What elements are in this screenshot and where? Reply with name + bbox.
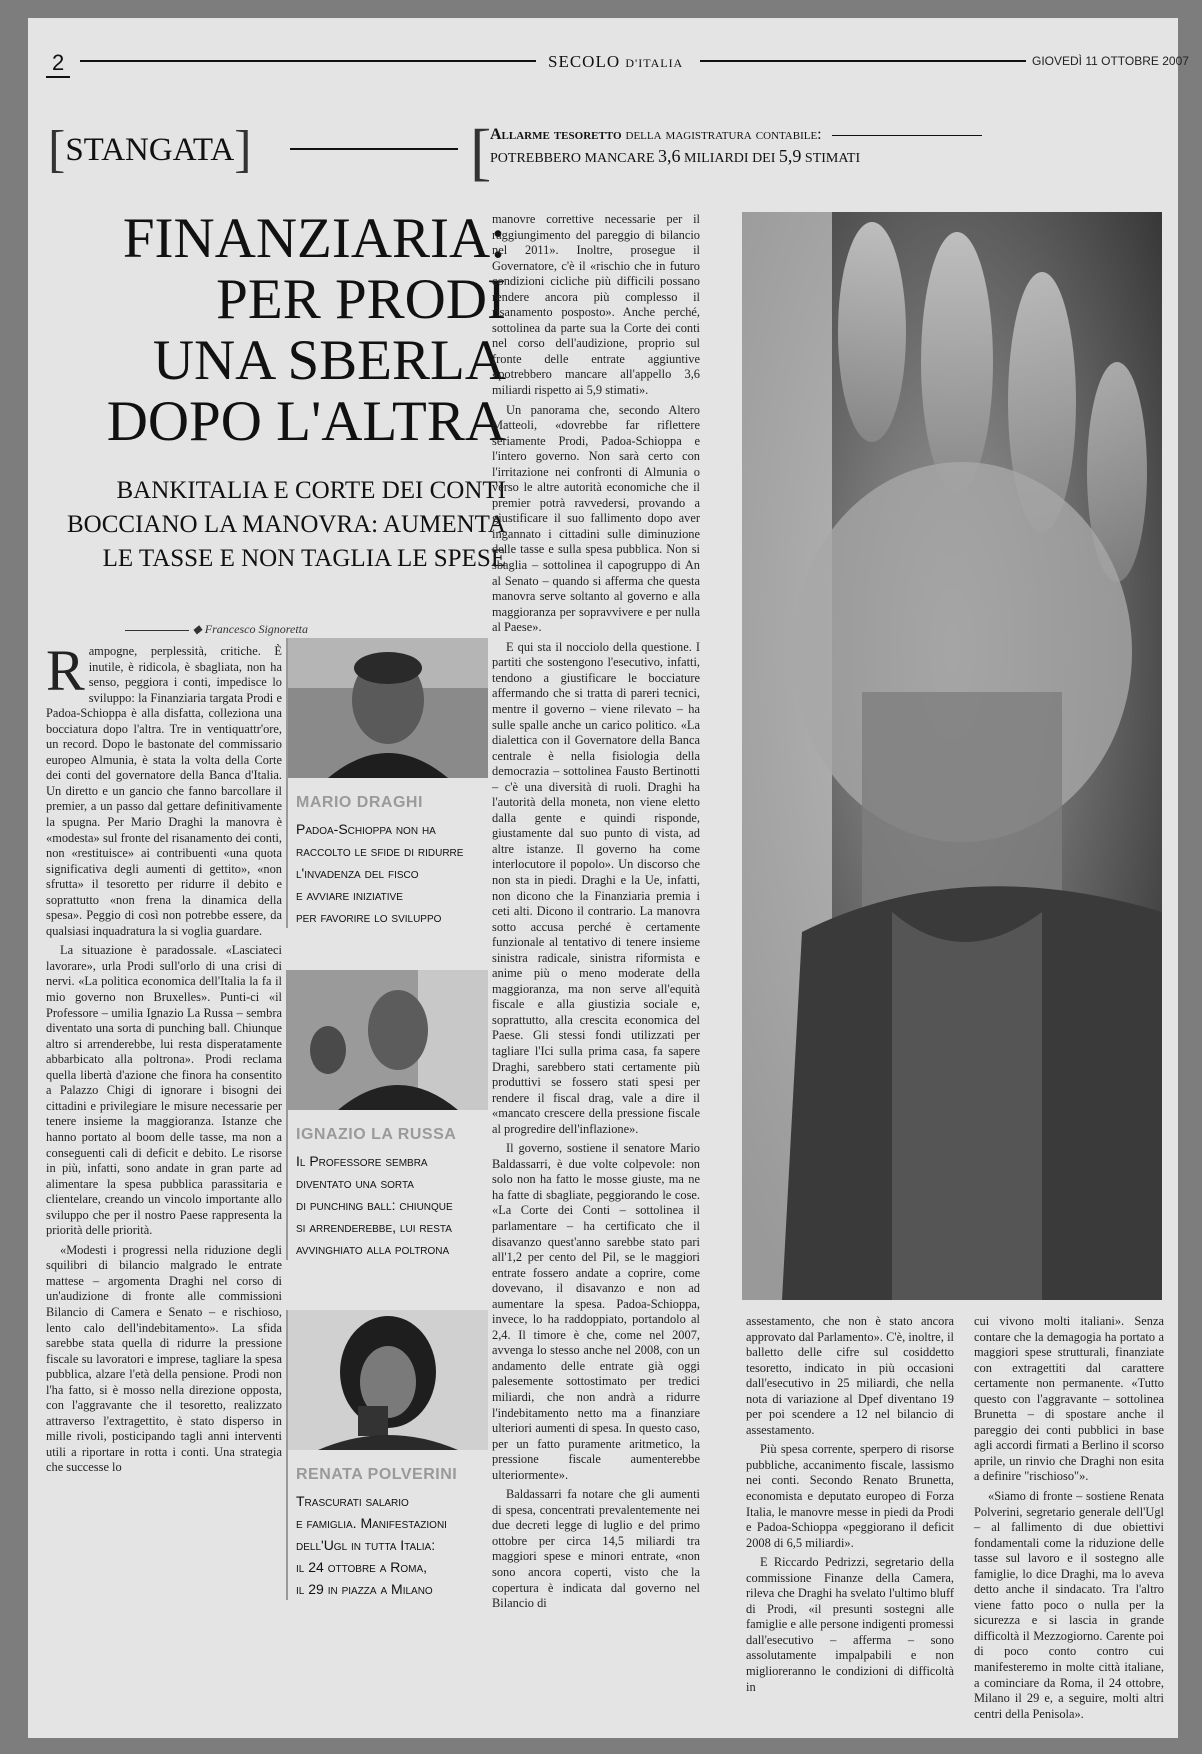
portrait-image [288,1310,488,1450]
headline-line-1: FINANZIARIA: [122,207,506,270]
subtitle-line-1 [490,126,1170,144]
article-paragraph: «Siamo di fronte – sostiene Renata Polverini, segretario generale dell'Ugl – al fallimento di due obiettivi fondamentali come la riduzione delle tasse sul lavoro e il sostegno alle famiglie, lo dice Draghi, ma lo aveva detto anche il sindacato. Tra l'altro viene fatto poco o nulla per la sicurezza e si lascia in grande difficoltà il Mezzogiorno. Carente poi di poco conto contro cui manifesteremo in molte città italiane, a cominciare da Roma, il 24 ottobre, Milano il 29 e, a seguire, molti altri centri della Penisola». [974,1489,1164,1721]
article-paragraph: Più spesa corrente, sperpero di risorse pubbliche, accanimento fiscale, lassismo nei conti. Secondo Renato Brunetta, economista e deputato europeo di Forza Italia, le manovre messe in piedi da Prodi e Padoa-Schioppa «peggiorano il deficit 2008 di 6,5 miliardi». [746,1442,954,1550]
quote-text [296,1150,486,1260]
article-paragraph: La situazione è paradossale. «Lasciateci lavorare», urla Prodi sull'orlo di una crisi di nervi. «La politica economica dell'Italia la fa il mio governo non Bruxelles». Punti-ci «il Professore – umilia Ignazio La Russa – sembra diventato una sorta di punching ball. Chiunque altro si arrenderebbe, lui resta disperatamente abbarbicato alla poltrona». Prodi reclama quella libertà d'azione che finora ha consentito a Palazzo Chigi di ignorare i bisogni dei cittadini e privilegiare le misure necessarie per tenere insieme la maggioranza. Istanze che hanno portato al boom delle tasse, ma non a conseguenti cali di deficit e debito. Le risorse in più, infatti, sono andate in gran parte ad alimentare la spesa pubblica parassitaria e clientelare, creando un vincolo importante allo sviluppo che per il nostro Paese rappresenta la priorità delle priorità. [46,943,282,1238]
headline-line-2: PER PRODI [216,268,506,331]
bracket-close: ] [234,121,252,178]
drop-cap: R [46,638,85,703]
subtitle-l2-n2: 5,9 [778,146,802,166]
subhead-line-1: BANKITALIA E CORTE DEI CONTI [116,477,506,504]
paragraph-text: ampogne, perplessità, critiche. È inutile, è ridicola, è sbagliata, non ha senso, peggiora i conti, impedisce lo sviluppo: la Finanziaria targata Prodi e Padoa-Schioppa è alla disfatta, collezionа una bocciatura dopo l'altra. Tre in ventiquattr'ore, un record. Dopo le bastonate del commissario europeo Almunia, è stata la volta della Corte dei conti del governatore della Banca d'Italia. Un diretto e un gancio che fanno barcollare il premier, a un passo dal gettare definitivamente la spugna. Per Mario Draghi la manovra è «modesta» sul fronte del risanamento dei conti, non «restituisce» ai contribuenti «una quota significativa degli aumenti di gettito», «non sfrutta» il tesoretto per ridurre il debito e soprattutto «non frena la dinamica della spesa». Peggio di così non potrebbe essere, da qualsiasi inquadratura la si voglia guardare. [46,644,282,938]
subhead-line-2: BOCCIANO LA MANOVRA: AUMENTA [67,511,506,538]
article-column-4 [974,1314,1164,1726]
article-paragraph: Un panorama che, secondo Altero Matteoli, «dovrebbe far riflettere seriamente Prodi, Padoa-Schioppa e l'intero governo. Non sarà certo con l'irritazione nei confronti di Almunia o verso le altre autorità economiche che il premier potrà ravvedersi, provando a giustificare il suo fallimento dopo aver ingannato i cittadini sulle diminuzione delle tasse e sulla spesa pubblica. Non si sbaglia – sottolinea il capogruppo di An al Senato – quando si afferma che questa manovra serve soltanto al governo e alla maggioranza per sopravvivere e per nulla al Paese». [492,402,700,635]
header-rule-right [700,60,1026,62]
masthead-subtitle: D'ITALIA [625,56,684,70]
quote-line: si arrenderebbe, lui resta [296,1219,452,1235]
quote-line: Trascurati salario [296,1493,409,1509]
subtitle-l2-post: STIMATI [804,151,861,166]
subtitle-l2-n1: 3,6 [658,146,681,166]
quote-name: IGNAZIO LA RUSSA [296,1126,457,1143]
subhead-line-3: LE TASSE E NON TAGLIA LE SPESE [102,545,506,572]
headline-line-3: UNA SBERLA [152,329,506,392]
quote-line: e famiglia. Manifestazioni [296,1515,447,1531]
quote-name: MARIO DRAGHI [296,794,423,811]
issue-date: GIOVEDÌ 11 OTTOBRE 2007 [1032,54,1189,68]
portrait-photo [288,970,488,1110]
article-paragraph: cui vivono molti italiani». Senza contare che la demagogia ha portato a maggiori spese strutturali, finanziate con extragettiti dal carattere certamente non permanente. «Tutto questo con l'aggravante – sottolinea Brunetta – di spostare anche il pareggio dei conti pubblici in base agli accordi firmati a Berlino il scorso aprile, un rinvio che Draghi non esita a definire "rischioso"». [974,1314,1164,1484]
subtitle-l2-mid: MILIARDI DEI [684,151,776,166]
byline-author: Francesco Signoretta [204,622,308,636]
article-paragraph [46,638,282,939]
byline: ◆ Francesco Signoretta [68,622,308,637]
quote-line: il 24 ottobre a Roma, [296,1559,428,1575]
newspaper-page [28,18,1189,1738]
subtitle-bold-2: tesoretto [553,126,622,143]
portrait-image [288,638,488,778]
quote-line: l'invadenza del fisco [296,865,419,881]
subtitle-rule [832,135,982,136]
quote-box-polverini [286,1310,486,1600]
headline [48,208,506,452]
quote-text [296,1490,486,1600]
bracket-open: [ [470,116,492,187]
byline-rule [125,630,189,631]
quote-line: per favorire lo sviluppo [296,909,442,925]
subtitle-l2-pre: POTREBBERO MANCARE [490,151,655,166]
quote-line: dell'Ugl in tutta Italia: [296,1537,436,1553]
section-kicker [48,120,252,179]
subtitle-bold-1: Allarme [490,126,550,143]
masthead-title: SECOLO [548,52,621,71]
quote-line: Padoa-Schioppa non ha [296,821,436,837]
kicker-rule [290,148,458,150]
subtitle-line-1-rest: della magistratura contabile: [625,126,822,143]
article-paragraph: E Riccardo Pedrizzi, segretario della commissione Finanze della Camera, rileva che Draghi ha svelato l'ultimo bluff di Prodi, «il presunti sostegni alle famiglie e alle persone indigenti promessi dall'esecutivo – afferma – sono assolutamente impalpabili e non miglioreranno le condizioni di difficoltà in [746,1555,954,1694]
quote-text [296,818,486,928]
article-paragraph: Il governo, sostiene il senatore Mario Baldassarri, è due volte colpevole: non solo non ha fatto le mosse giuste, ma ne ha fatte di sbagliate, peggiorando le cose. «La Corte dei Conti – sottolinea il parlamentare – ha certificato che il disavanzo quest'anno sarebbe stato pari all'1,2 per cento del Pil, se le maggiori entrate fossero andate a coprire, come dovevano, il disavanzo e non ad aumentare la spesa. Padoa-Schioppa, invece, lo ha raddoppiato, portandolo al 2,4. Il timore è che, come nel 2007, avvenga lo stesso anche nel 2008, con un andamento delle entrate già oggi palesemente sottostimato per tredici miliardi, che non andrà a ridurre l'indebitamento netto ma a finanziare ulteriori aumenti di spesa. In questo caso, per un fatto puramente aritmetico, la pressione fiscale aumenterebbe ulteriormente». [492,1141,700,1482]
article-column-1 [46,638,282,1726]
portrait-photo [288,638,488,778]
article-paragraph: «Modesti i progressi nella riduzione degli squilibri di bilancio malgrado le entrate mattese – argomenta Draghi nel corso di un'audizione di fronte alle commissioni Bilancio di Camera e Senato – e rischioso, lento calo dell'indebitamento». La sfida sarebbe stata quella di ridurre la pressione fiscale su lavoratori e imprese, tagliare la spesa pubblica, alzare l'età della pensione. Prodi non l'ha fatto, si è mosso nella direzione opposta, con l'aggravante che il tesoretto, realizzato attraverso l'extragettito, è stato disperso in mille rivoli, posticipando tagli anni interventi utili a riportare in rotta i conti. Una strategia che successe lo [46,1242,282,1475]
hand-photo [742,212,1162,1300]
header-rule-left [80,60,536,62]
quote-box-larussa [286,970,486,1260]
quote-line: di punching ball: chiunque [296,1197,453,1213]
article-paragraph: Baldassarri fa notare che gli aumenti di spesa, concentrati prevalentemente nei due decreti legge di luglio e del primo ottobre per circa 14,5 miliardi tra maggiori spese e minori entrate, «non sono ancora coperti, visto che la copertura è indicata dal governo nel Bilancio di [492,1487,700,1611]
article-column-2 [492,212,700,1611]
quote-line: diventato una sorta [296,1175,414,1191]
bracket-open: [ [48,121,66,178]
subtitle-line-2 [490,146,1170,167]
kicker-label: STANGATA [65,132,235,168]
portrait-image [288,970,488,1110]
masthead [548,52,683,72]
article-paragraph: E qui sta il nocciolo della questione. I partiti che sostengono l'esecutivo, infatti, tendono a giustificare le bocciature affermando che si tratta di pareri tecnici, mentre il governo – viene rilevato – ha sulle spalle anche un carico politico. «La dialettica con il Governatore della Banca centrale è nella fisiologia della democrazia – sottolinea Fausto Bertinotti – c'è una diversità di ruoli. Draghi ha l'autorità della moneta, non viene eletto dalla gente e quindi risponde, giustamente dal suo punto di vista, ad altre istanze. Il governo ha come interlocutore il popolo». Un discorso che non sta in piedi. Draghi e la Ue, infatti, non dicono che la Finanziaria premia i ceti alti. Dicono il contrario. La manovra sotto accusa perché è certamente funzionale al tentativo di tenere insieme sinistra radicale, sinistra riformista e anime più o meno moderate della maggioranza, ma non serve all'equità fiscale e alla giustizia sociale e, soprattutto, alla crescita economica del Paese. Gli stessi fondi utilizzati per tagliare l'Ici sulla prima casa, fa sapere Draghi, sarebbero stati certamente più produttivi se fossero stati spesi per rendere il fiscal drag, vale a dire il «mancato crescere della pressione fiscale al progredire dell'inflazione». [492,639,700,1136]
article-column-3 [746,1314,954,1726]
subheadline [48,474,506,576]
page-number: 2 [46,50,70,78]
quote-line: Il Professore sembra [296,1153,428,1169]
hand-image [742,212,1162,1300]
subtitle-box [470,116,1170,187]
quote-line: e avviare iniziative [296,887,403,903]
quote-line: avvinghiato alla poltrona [296,1241,450,1257]
article-paragraph: assestamento, che non è stato ancora approvato dal Parlamento». C'è, inoltre, il balletto delle cifre sul cosiddetto tesoretto, indicato in più occasioni dall'esecutivo in 25 miliardi, che nella nota di variazione al Dpef diventano 19 per poi scendere a 12 nel bilancio di assestamento. [746,1314,954,1437]
article-paragraph: manovre correttive necessarie per il raggiungimento del pareggio di bilancio nel 2011». Inoltre, prosegue il Governatore, c'è il «rischio che in futuro condizioni cicliche più difficili possano rendere ancora più complesso il risanamento posposto». Anche perché, sottolinea da parte sua la Corte dei conti nel corso dell'audizione, proprio sul fronte delle entrate aggiuntive «potrebbero mancare all'appello 3,6 miliardi rispetto ai 5,9 stimati». [492,212,700,398]
quote-name: RENATA POLVERINI [296,1466,458,1483]
quote-line: il 29 in piazza a Milano [296,1581,433,1597]
quote-box-draghi [286,638,486,928]
headline-line-4: DOPO L'ALTRA [106,390,506,453]
quote-line: raccolto le sfide di ridurre [296,843,464,859]
portrait-photo [288,1310,488,1450]
